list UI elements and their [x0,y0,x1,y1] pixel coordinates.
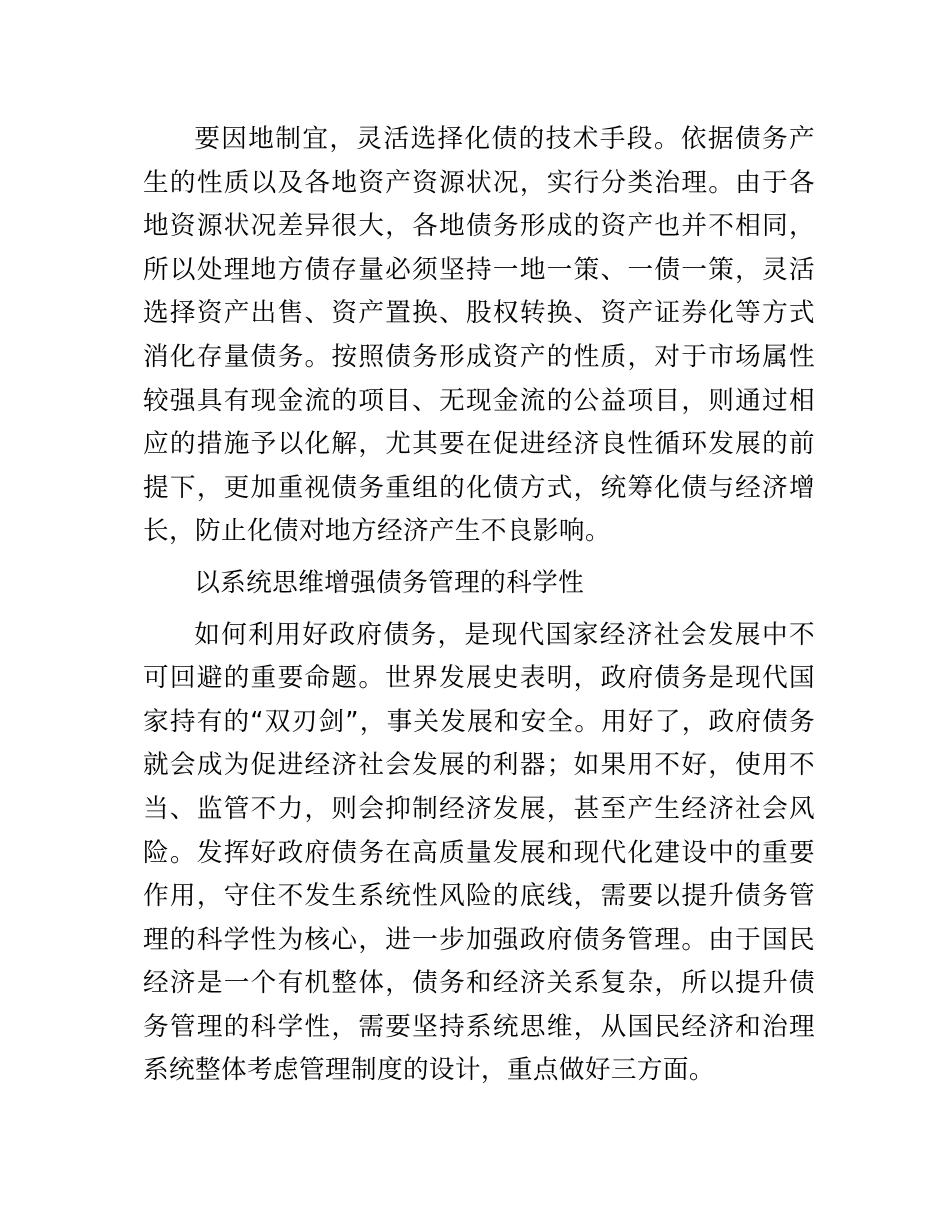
paragraph-systematic-management: 如何利用好政府债务，是现代国家经济社会发展中不可回避的重要命题。世界发展史表明，政府债务是现代国家持有的“双刃剑”，事关发展和安全。用好了，政府债务就会成为促进经济社会发展的利器；如果用不好，使用不当、监管不力，则会抑制经济发展，甚至产生经济社会风险。发挥好政府债务在高质量发展和现代化建设中的重要作用，守住不发生系统性风险的底线，需要以提升债务管理的科学性为核心，进一步加强政府债务管理。由于国民经济是一个有机整体，债务和经济关系复杂，所以提升债务管理的科学性，需要坚持系统思维，从国民经济和治理系统整体考虑管理制度的设计，重点做好三方面。 [143,619,815,1086]
section-heading: 以系统思维增强债务管理的科学性 [194,567,585,598]
paragraph-debt-resolution-methods: 要因地制宜，灵活选择化债的技术手段。依据债务产生的性质以及各地资产资源状况，实行分类治理。由于各地资源状况差异很大，各地债务形成的资产也并不相同，所以处理地方债存量必须坚持一地一策、一债一策，灵活选择资产出售、资产置换、股权转换、资产证券化等方式消化存量债务。按照债务形成资产的性质，对于市场属性较强具有现金流的项目、无现金流的公益项目，则通过相应的措施予以化解，尤其要在促进经济良性循环发展的前提下，更加重视债务重组的化债方式，统筹化债与经济增长，防止化债对地方经济产生不良影响。 [143,124,815,547]
document-page [143,118,815,1093]
